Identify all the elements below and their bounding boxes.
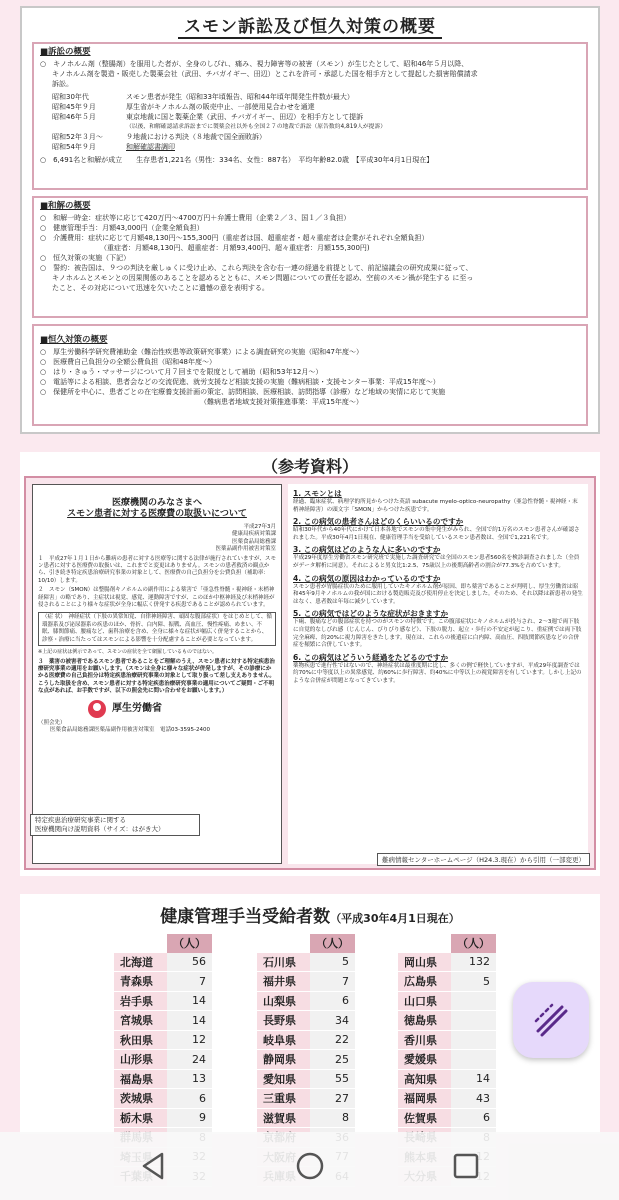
unit-header: （人） — [451, 934, 496, 953]
faq-question: 2. この病気の患者さんはどのくらいいるのですか — [293, 517, 464, 527]
table-row: 滋賀県 8 — [257, 1108, 355, 1128]
table-row: 三重県 27 — [257, 1089, 355, 1109]
notice-caption: 特定疾患治療研究事業に関する 医療機関向け説明資料（サイズ：はがき大） — [30, 814, 200, 836]
table-row: 福岡県 43 — [398, 1089, 496, 1109]
table-row: 静岡県 25 — [257, 1050, 355, 1070]
settlement-line: ○ 誓約：被告国は、９つの判決を厳しゅくに受け止め、これら判決を含む右一連の経過を前提として、前記協議会の研究成果に従って、 — [40, 264, 473, 272]
measures-line: ○ はり・きゅう・マッサージについて月７回までを限度として補助（昭和53年12月～） — [40, 368, 323, 376]
table-row: 佐賀県 6 — [398, 1108, 496, 1128]
ministry-logo: 厚生労働省 — [88, 700, 276, 718]
faq-answer: 昭和30年代から40年代にかけて日本各地でスモンの集中発生がみられ、全国で約1万名のスモン患者さんが確認されました。平成30年4月1日現在、健康管理手当を受給しているスモン患者数は、全国で1,221名です。 — [293, 527, 580, 541]
lawsuit-summary: ○ 6,491名と和解が成立 生存患者1,221名（男性：334名、女性：887名） 平均年齢82.0歳 【平成30年4月1日現在】 — [40, 156, 434, 164]
measures-line: ○ 保健所を中心に、患者ごとの在宅療養支援計画の策定、訪問相談、医療相談、訪問指導（診療）など地域の実情に応じて実施 — [40, 388, 446, 396]
reference-panel — [20, 452, 600, 876]
table-row: 秋田県 12 — [114, 1030, 212, 1050]
table-row: 茨城県 6 — [114, 1089, 212, 1109]
timeline-row: （以後、和解確認請求訴訟までに製薬会社以外も全国２７の地裁で訴訟（原告数約4,819人が提訴） — [126, 124, 387, 130]
settlement-heading: ■和解の概要 — [40, 201, 91, 211]
settlement-line: ○ 和解一時金：症状等に応じて420万円～4700万円＋弁護士費用（企業２／３、国１／３負担） — [40, 214, 351, 222]
faq-answer: スモン患者が胃腸症状のために服用していたキノホルム剤が原因、即ち薬害であることが判明し、厚生労働省は昭和45年9月キノホルムの我が国における製造販売及び使用停止を決定しました。そのため、それ以降は新患者の発生はなく、患者数は年毎に減少しています。 — [293, 583, 583, 605]
notice-org: 健康局疾病対策課 — [231, 531, 276, 538]
settlement-line: ○ 健康管理手当：月額43,000円（企業全額負担） — [40, 224, 204, 232]
measures-heading: ■恒久対策の概要 — [40, 335, 108, 345]
table-row: 山梨県 6 — [257, 991, 355, 1011]
ministry-logo-icon — [88, 700, 106, 718]
notice-paragraph: ２ スモン（SMON）は整腸剤キノホルムの副作用による薬害で「亜急性脊髄・視神経・末梢神経障害」の略であり、主症状は視覚、感覚、運動障害ですが、このほか中枢神経及び末梢神経が侵されることにより様々な症状が全身に幅広く併発する疾患であることが認められています。 — [38, 587, 275, 609]
notice-org: 医薬食品局総務課 — [231, 538, 276, 545]
lawsuit-intro-line: ○ キノホルム剤（整腸剤）を服用した者が、全身のしびれ、痛み、視力障害等の被害（スモン）が生じたとして、昭和46年５月以降、 — [40, 60, 469, 68]
unit-header: （人） — [310, 934, 355, 953]
notice-card — [32, 484, 282, 864]
table-row: 山口県 — [398, 991, 496, 1011]
notice-title: 医療機関のみなさまへ スモン患者に対する医療費の取扱いについて — [67, 498, 247, 519]
settlement-line: ○ 恒久対策の実施（下記） — [40, 254, 131, 262]
recents-icon[interactable] — [450, 1150, 482, 1182]
measures-line: （難病患者地域支援対策推進事業：平成15年度～） — [200, 398, 363, 406]
timeline-row: 昭和30年代 スモン患者が発生（昭和33年頃報告、昭和44年頃年間発生件数が最大） — [52, 93, 354, 101]
measures-line: ○ 厚生労働科学研究費補助金（難治性疾患等政策研究事業）による調査研究の実施（昭和47年度～） — [40, 348, 364, 356]
symptoms-box: （症 状） 神経症状（下肢の異常知覚、自律神経障害、頑固な腹部症状）をはじめとして、循環器系及び泌尿器系の疾患のほか、骨折、白内障、振戦、高血圧、慢性疼痛、めまい、不眠、膝関節痛、腰痛など、歯科治療を含め、全身に様々な症状が幅広く併発することから、診察・治療に当たってはスモンによる影響を十分配慮することが必要となっています。 — [38, 612, 276, 646]
table-row: 福島県 13 — [114, 1069, 212, 1089]
table-row: 岐阜県 22 — [257, 1030, 355, 1050]
reference-frame — [24, 476, 596, 870]
faq-question: 6. この病気はどういう経過をたどるのですか — [293, 652, 449, 662]
system-navigation-bar — [0, 1132, 619, 1200]
home-icon[interactable] — [294, 1150, 326, 1182]
reference-title: （参考資料） — [261, 457, 358, 476]
overview-title: スモン訴訟及び恒久対策の概要 — [22, 12, 598, 37]
notice-note: ※上記の症状は例示であって、スモンの症状を全て網羅しているものではない。 — [38, 649, 218, 656]
edit-pen-icon — [532, 1001, 570, 1039]
table-row: 岡山県 132 — [398, 953, 496, 972]
settlement-line: （重症者：月額48,130円、超重症者：月額93,400円、超々重症者：月額155,300円) — [100, 244, 370, 252]
contact-label: （照会先） — [38, 719, 66, 726]
faq-answer: 経過、臨床症状、病理学的所見からつけた英語 subacute myelo-optico-neuropathy（亜急性脊髄・視神経・末梢神経障害）の頭文字「SMON」からつけた疾患です。 — [293, 499, 578, 513]
table-row: 山形県 24 — [114, 1050, 212, 1070]
timeline-row: 昭和52年３月～ ９地裁における判決（８地裁で国全面敗訴） — [52, 133, 266, 141]
lawsuit-box — [32, 42, 588, 190]
settlement-line: ○ 介護費用：症状に応じて月額48,130円～155,300円（重症者は国、超重症者・超々重症者は企業がそれぞれ全額負担） — [40, 234, 429, 242]
back-icon[interactable] — [138, 1150, 170, 1182]
lawsuit-intro-line: キノホルム剤を製造・販売した製薬会社（武田、チバガイギー、田辺）とこれを許可・承認した国を相手方として提起した損害賠償請求 — [52, 70, 478, 78]
table-row: 香川県 — [398, 1030, 496, 1050]
table-row: 岩手県 14 — [114, 991, 212, 1011]
faq-question: 4. この病気の原因はわかっているのですか — [293, 573, 441, 583]
unit-header: （人） — [167, 934, 212, 953]
lawsuit-heading: ■訴訟の概要 — [40, 47, 91, 57]
measures-line: ○ 電話等による相談、患者会などの交流促進、就労支援など相談支援の実施（難病相談・支援センター事業：平成15年度～） — [40, 378, 440, 386]
notice-date: 平成27年3月 — [243, 524, 276, 530]
measures-box — [32, 324, 588, 426]
notice-paragraph: ３ 薬害の被害者であるスモン患者であることをご理解のうえ、スモン患者に対する特定疾患治療研究事業の適用をお願いします。（スモンは全身に様々な症状が併発しますが、その診療にかかる医療費の自己負担分は特定疾患治療研究事業の対象として取り扱って差し支えありません。こうした取扱を含め、スモン患者に対する特定疾患治療研究事業の適用についてご疑問・ご不明な点があれば、お手数ですが、以下の照会先に問い合わせをお願いします。） — [38, 658, 275, 695]
table-row: 愛媛県 — [398, 1050, 496, 1070]
faq-answer: 平成29年度厚生労働省スモン研究班で実施した調査研究では全国のスモン患者560名を検診調査されました（全員がデータ解析に同意）。それによると男女比1:2.5、75歳以上の後期高齢者の割合が77.3%を占めています。 — [293, 555, 580, 569]
settlement-line: たこと、その対応について迅速を欠いたことに遺憾の意を表明する。 — [52, 284, 269, 292]
settlement-line: キノホルムとスモンとの因果関係のあることを認めるとともに、スモン問題についての責任を認め、空前のスモン禍が発生する に至っ — [52, 274, 474, 282]
lawsuit-intro-line: 訴訟。 — [52, 80, 73, 88]
table-row: 広島県 5 — [398, 972, 496, 992]
timeline-row: 昭和46年５月 東京地裁に国と製薬企業（武田、チバガイギー、田辺）を相手方として提訴 — [52, 113, 364, 121]
recipients-title: 健康管理手当受給者数（平成30年4月1日現在） — [160, 907, 460, 927]
table-row: 青森県 7 — [114, 972, 212, 992]
overview-panel — [20, 6, 600, 434]
table-row: 高知県 14 — [398, 1069, 496, 1089]
source-citation: 難病情報センターホームページ（H24.3.現在）から引用（一部変更） — [377, 853, 590, 866]
contact-info: 医薬食品局総務課医薬品副作用被害対策室 電話03-3595-2400 — [50, 726, 210, 733]
table-row: 北海道 56 — [114, 953, 212, 972]
faq-question: 3. この病気はどのような人に多いのですか — [293, 545, 441, 555]
measures-line: ○ 医療費自己負担分の全額公費負担（昭和48年度～） — [40, 358, 217, 366]
table-row: 宮城県 14 — [114, 1011, 212, 1031]
table-row: 長野県 34 — [257, 1011, 355, 1031]
edit-fab-button[interactable] — [513, 982, 589, 1058]
table-row: 栃木県 9 — [114, 1108, 212, 1128]
settlement-box — [32, 196, 588, 318]
faq-section — [288, 484, 588, 864]
faq-answer: 薬物疾患で進行性ではないので、神経症状は最重度期に比し、多くの例で軽快していますが、平成29年度調査では約70%に中等度以上の異常感覚、約60%に歩行障害、約40%に中等以上の視覚障害を有しています。しかし上記のような合併症が問題となってきています。 — [293, 662, 582, 684]
table-row: 愛知県 55 — [257, 1069, 355, 1089]
faq-question: 5. この病気ではどのような症状がおきますか — [293, 609, 449, 619]
notice-paragraph: １ 平成27年１月１日から難病の患者に対する医療等に関する法律が施行されていますが、スモン患者に対する医療費の取扱いは、これまでと変更はありません。スモンの患者救済の観点から、引き続き特定疾患治療研究事業の対象として、医療費の自己負担分を公費負担（補助率：10/10）します。 — [38, 555, 277, 584]
table-row: 徳島県 — [398, 1011, 496, 1031]
faq-answer: 下痢、腹痛などの腹部症状を持つのがスモンの特徴です。この腹部症状にキノホルムが投与され、2～3週で両下肢に自覚的なしびれ感（じんじん、びりびり感など）、下肢の脱力、起立・歩行の不安定が起こり、重症例では両下肢完全麻痺、約20%に視力障害をきたします。現在は、これらの後遺症に白内障、高血圧、四肢関節疾患などの合併症を頻繁に合併しています。 — [293, 619, 582, 649]
table-row: 福井県 7 — [257, 972, 355, 992]
timeline-row: 昭和45年９月 厚生省がキノホルム剤の販売中止、一部使用見合わせを通達 — [52, 103, 315, 111]
faq-question: 1. スモンとは — [293, 489, 342, 498]
notice-org: 医薬品副作用被害対策室 — [215, 546, 276, 553]
timeline-row: 昭和54年９月 和解確認書調印 — [52, 143, 175, 151]
table-row: 石川県 5 — [257, 953, 355, 972]
